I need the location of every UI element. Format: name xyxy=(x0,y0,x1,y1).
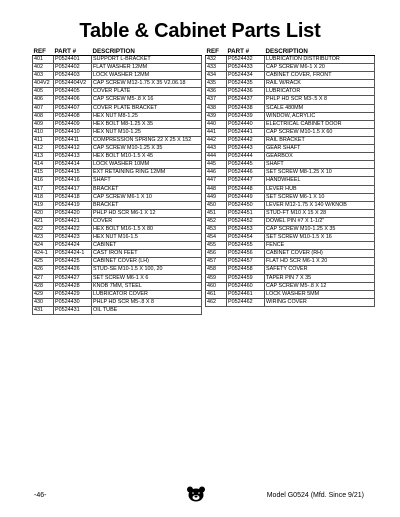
table-row xyxy=(206,88,375,96)
ref-cell: 452 xyxy=(206,217,227,225)
description-cell: SCALE 480MM xyxy=(265,104,375,112)
ref-cell: 447 xyxy=(206,177,227,185)
ref-cell: 448 xyxy=(206,185,227,193)
table-row xyxy=(33,274,202,282)
ref-cell: 417 xyxy=(33,185,54,193)
ref-cell: 454 xyxy=(206,234,227,242)
table-row xyxy=(206,217,375,225)
part-number-cell: P0524448 xyxy=(227,185,265,193)
part-number-cell: P0524421 xyxy=(54,217,92,225)
part-number-cell: P0524404V2 xyxy=(54,80,92,88)
part-number-cell: P0524425 xyxy=(54,258,92,266)
table-row xyxy=(33,234,202,242)
table-row xyxy=(206,225,375,233)
description-cell: DOWEL PIN #7 X 1-1/2" xyxy=(265,217,375,225)
description-cell: HEX BOLT M10-1.5 X 45 xyxy=(92,153,202,161)
description-cell: SHAFT xyxy=(92,177,202,185)
table-row xyxy=(206,177,375,185)
ref-cell: 438 xyxy=(206,104,227,112)
description-cell: LEVER HUB xyxy=(265,185,375,193)
table-row xyxy=(33,209,202,217)
description-cell: CABINET COVER (RH) xyxy=(265,250,375,258)
ref-cell: 419 xyxy=(33,201,54,209)
table-row xyxy=(33,72,202,80)
table-row xyxy=(33,169,202,177)
description-cell: WIRING COVER xyxy=(265,298,375,306)
part-number-cell: P0524458 xyxy=(227,266,265,274)
part-number-cell: P0524440 xyxy=(227,120,265,128)
ref-cell: 420 xyxy=(33,209,54,217)
table-row xyxy=(33,56,202,64)
part-number-cell: P0524451 xyxy=(227,209,265,217)
ref-cell: 413 xyxy=(33,153,54,161)
table-row xyxy=(206,258,375,266)
part-number-cell: P0524407 xyxy=(54,104,92,112)
part-number-cell: P0524429 xyxy=(54,290,92,298)
ref-cell: 458 xyxy=(206,266,227,274)
description-cell: CABINET xyxy=(92,242,202,250)
description-cell: COVER PLATE xyxy=(92,88,202,96)
model-info: Model G0524 (Mfd. Since 9/21) xyxy=(266,492,364,499)
part-number-cell: P0524460 xyxy=(227,282,265,290)
ref-cell: 408 xyxy=(33,112,54,120)
description-cell: SAFETY COVER xyxy=(265,266,375,274)
table-row xyxy=(33,282,202,290)
table-row xyxy=(33,153,202,161)
bear-head-logo-icon xyxy=(186,486,206,502)
table-row xyxy=(206,290,375,298)
description-header: DESCRIPTION xyxy=(92,45,202,56)
ref-cell: 411 xyxy=(33,136,54,144)
table-row xyxy=(33,161,202,169)
part-number-cell: P0524411 xyxy=(54,136,92,144)
ref-cell: 439 xyxy=(206,112,227,120)
ref-cell: 436 xyxy=(206,88,227,96)
ref-cell: 410 xyxy=(33,128,54,136)
ref-cell: 455 xyxy=(206,242,227,250)
part-number-cell: P0524442 xyxy=(227,136,265,144)
description-cell: OIL TUBE xyxy=(92,306,202,314)
table-row xyxy=(206,242,375,250)
table-row xyxy=(33,104,202,112)
description-cell: CAP SCREW M5-.8 X 12 xyxy=(265,282,375,290)
ref-cell: 428 xyxy=(33,282,54,290)
description-cell: BRACKET xyxy=(92,201,202,209)
table-row xyxy=(33,128,202,136)
description-cell: BRACKET xyxy=(92,185,202,193)
table-row xyxy=(206,112,375,120)
description-cell: FLAT WASHER 12MM xyxy=(92,64,202,72)
description-cell: SET SCREW M6-1 X 6 xyxy=(92,274,202,282)
part-header: PART # xyxy=(54,45,92,56)
part-number-cell: P0524417 xyxy=(54,185,92,193)
ref-cell: 403 xyxy=(33,72,54,80)
description-cell: HEX BOLT M16-1.5 X 80 xyxy=(92,225,202,233)
description-cell: CAP SCREW M5-.8 X 16 xyxy=(92,96,202,104)
description-cell: SHAFT xyxy=(265,161,375,169)
ref-cell: 429 xyxy=(33,290,54,298)
part-number-cell: P0524416 xyxy=(54,177,92,185)
table-row xyxy=(33,217,202,225)
part-number-cell: P0524424 xyxy=(54,242,92,250)
table-row xyxy=(33,193,202,201)
description-cell: TAPER PIN 7 X 35 xyxy=(265,274,375,282)
table-row xyxy=(206,136,375,144)
part-number-cell: P0524424-1 xyxy=(54,250,92,258)
table-row xyxy=(206,80,375,88)
table-row xyxy=(33,290,202,298)
description-cell: EXT RETAINING RING 12MM xyxy=(92,169,202,177)
ref-cell: 402 xyxy=(33,64,54,72)
table-row xyxy=(206,145,375,153)
description-cell: LUBRICATOR xyxy=(265,88,375,96)
ref-cell: 418 xyxy=(33,193,54,201)
description-cell: RAIL BRACKET xyxy=(265,136,375,144)
table-row xyxy=(33,80,202,88)
part-number-cell: P0524413 xyxy=(54,153,92,161)
description-cell: PHLP HD SCR M5-.8 X 8 xyxy=(92,298,202,306)
part-number-cell: P0524456 xyxy=(227,250,265,258)
part-number-cell: P0524437 xyxy=(227,96,265,104)
part-number-cell: P0524450 xyxy=(227,201,265,209)
description-cell: CAP SCREW M10-1.25 X 35 xyxy=(265,225,375,233)
part-number-cell: P0524431 xyxy=(54,306,92,314)
description-cell: SET SCREW M10-1.5 X 16 xyxy=(265,234,375,242)
ref-cell: 456 xyxy=(206,250,227,258)
part-header: PART # xyxy=(227,45,265,56)
part-number-cell: P0524453 xyxy=(227,225,265,233)
description-cell: COMPRESSION SPRING 22 X 25 X 152 xyxy=(92,136,202,144)
part-number-cell: P0524414 xyxy=(54,161,92,169)
description-cell: GEAR SHAFT xyxy=(265,145,375,153)
description-header: DESCRIPTION xyxy=(265,45,375,56)
part-number-cell: P0524423 xyxy=(54,234,92,242)
ref-cell: 401 xyxy=(33,56,54,64)
table-row xyxy=(33,64,202,72)
table-row xyxy=(206,209,375,217)
description-cell: HEX NUT M10-1.25 xyxy=(92,128,202,136)
description-cell: COVER PLATE BRACKET xyxy=(92,104,202,112)
description-cell: CAP SCREW M6-1 X 20 xyxy=(265,64,375,72)
ref-cell: 449 xyxy=(206,193,227,201)
part-number-cell: P0524434 xyxy=(227,72,265,80)
table-row xyxy=(206,185,375,193)
ref-cell: 416 xyxy=(33,177,54,185)
ref-cell: 432 xyxy=(206,56,227,64)
ref-cell: 440 xyxy=(206,120,227,128)
description-cell: CABINET COVER (LH) xyxy=(92,258,202,266)
part-number-cell: P0524432 xyxy=(227,56,265,64)
part-number-cell: P0524402 xyxy=(54,64,92,72)
part-number-cell: P0524461 xyxy=(227,290,265,298)
ref-cell: 446 xyxy=(206,169,227,177)
description-cell: CAP SCREW M12-1.75 X 35 V2.06.18 xyxy=(92,80,202,88)
ref-cell: 460 xyxy=(206,282,227,290)
ref-cell: 422 xyxy=(33,225,54,233)
ref-cell: 445 xyxy=(206,161,227,169)
ref-cell: 441 xyxy=(206,128,227,136)
description-cell: STUD-SE M10-1.5 X 100, 20 xyxy=(92,266,202,274)
table-row xyxy=(206,234,375,242)
table-row xyxy=(206,128,375,136)
description-cell: PHLP HD SCR M3-.5 X 8 xyxy=(265,96,375,104)
table-row xyxy=(206,153,375,161)
part-number-cell: P0524439 xyxy=(227,112,265,120)
part-number-cell: P0524459 xyxy=(227,274,265,282)
table-row xyxy=(33,145,202,153)
table-row xyxy=(206,169,375,177)
part-number-cell: P0524449 xyxy=(227,193,265,201)
ref-cell: 415 xyxy=(33,169,54,177)
description-cell: LUBRICATION DISTRIBUTOR xyxy=(265,56,375,64)
part-number-cell: P0524430 xyxy=(54,298,92,306)
ref-cell: 434 xyxy=(206,72,227,80)
ref-cell: 443 xyxy=(206,145,227,153)
table-row xyxy=(206,64,375,72)
ref-cell: 426 xyxy=(33,266,54,274)
table-header xyxy=(206,45,375,56)
ref-header: REF xyxy=(33,45,54,56)
part-number-cell: P0524403 xyxy=(54,72,92,80)
table-row xyxy=(33,266,202,274)
description-cell: KNOB 7MM, STEEL xyxy=(92,282,202,290)
description-cell: LOCK WASHER 10MM xyxy=(92,161,202,169)
ref-cell: 435 xyxy=(206,80,227,88)
ref-cell: 431 xyxy=(33,306,54,314)
table-row xyxy=(206,72,375,80)
ref-cell: 421 xyxy=(33,217,54,225)
description-cell: LEVER M12-1.75 X 140 W/KNOB xyxy=(265,201,375,209)
part-number-cell: P0524418 xyxy=(54,193,92,201)
part-number-cell: P0524401 xyxy=(54,56,92,64)
part-number-cell: P0524410 xyxy=(54,128,92,136)
ref-cell: 406 xyxy=(33,96,54,104)
part-number-cell: P0524443 xyxy=(227,145,265,153)
description-cell: FENCE xyxy=(265,242,375,250)
table-row xyxy=(33,96,202,104)
part-number-cell: P0524405 xyxy=(54,88,92,96)
table-row xyxy=(33,250,202,258)
table-row xyxy=(206,266,375,274)
description-cell: LOCK WASHER 5MM xyxy=(265,290,375,298)
part-number-cell: P0524426 xyxy=(54,266,92,274)
description-cell: CABINET COVER, FRONT xyxy=(265,72,375,80)
page-title: Table & Cabinet Parts List xyxy=(79,20,321,42)
description-cell: PHLP HD SCR M6-1 X 12 xyxy=(92,209,202,217)
table-row xyxy=(206,120,375,128)
description-cell: GEARBOX xyxy=(265,153,375,161)
part-number-cell: P0524441 xyxy=(227,128,265,136)
description-cell: SET SCREW M6-1 X 10 xyxy=(265,193,375,201)
part-number-cell: P0524409 xyxy=(54,120,92,128)
table-row xyxy=(33,242,202,250)
part-number-cell: P0524408 xyxy=(54,112,92,120)
ref-cell: 423 xyxy=(33,234,54,242)
part-number-cell: P0524420 xyxy=(54,209,92,217)
part-number-cell: P0524454 xyxy=(227,234,265,242)
description-cell: HEX BOLT M8-1.25 X 35 xyxy=(92,120,202,128)
ref-cell: 404V2 xyxy=(33,80,54,88)
part-number-cell: P0524444 xyxy=(227,153,265,161)
part-number-cell: P0524436 xyxy=(227,88,265,96)
ref-cell: 425 xyxy=(33,258,54,266)
description-cell: RAIL W/RACK xyxy=(265,80,375,88)
part-number-cell: P0524438 xyxy=(227,104,265,112)
table-row xyxy=(206,104,375,112)
table-row xyxy=(206,96,375,104)
table-row xyxy=(33,298,202,306)
part-number-cell: P0524445 xyxy=(227,161,265,169)
ref-cell: 444 xyxy=(206,153,227,161)
table-row xyxy=(33,258,202,266)
table-header xyxy=(33,45,202,56)
part-number-cell: P0524455 xyxy=(227,242,265,250)
ref-cell: 412 xyxy=(33,145,54,153)
table-row xyxy=(206,56,375,64)
table-row xyxy=(206,274,375,282)
description-cell: CAP SCREW M6-1 X 10 xyxy=(92,193,202,201)
table-row xyxy=(33,185,202,193)
part-number-cell: P0524435 xyxy=(227,80,265,88)
parts-table-right xyxy=(205,45,375,307)
table-row xyxy=(33,120,202,128)
part-number-cell: P0524412 xyxy=(54,145,92,153)
table-row xyxy=(33,225,202,233)
table-row xyxy=(206,298,375,306)
description-cell: STUD-FT M10 X 15 X 28 xyxy=(265,209,375,217)
part-number-cell: P0524452 xyxy=(227,217,265,225)
ref-cell: 405 xyxy=(33,88,54,96)
part-number-cell: P0524406 xyxy=(54,96,92,104)
ref-cell: 427 xyxy=(33,274,54,282)
description-cell: WINDOW, ACRYLIC xyxy=(265,112,375,120)
description-cell: CAP SCREW M10-1.5 X 60 xyxy=(265,128,375,136)
description-cell: HANDWHEEL xyxy=(265,177,375,185)
description-cell: CAST IRON FEET xyxy=(92,250,202,258)
description-cell: SUPPORT L-BRACKET xyxy=(92,56,202,64)
description-cell: SET SCREW M8-1.25 X 10 xyxy=(265,169,375,177)
description-cell: HEX NUT M16-1.5 xyxy=(92,234,202,242)
part-number-cell: P0524427 xyxy=(54,274,92,282)
ref-cell: 414 xyxy=(33,161,54,169)
description-cell: LOCK WASHER 12MM xyxy=(92,72,202,80)
ref-cell: 407 xyxy=(33,104,54,112)
part-number-cell: P0524447 xyxy=(227,177,265,185)
table-row xyxy=(33,306,202,314)
table-row xyxy=(33,177,202,185)
ref-cell: 430 xyxy=(33,298,54,306)
table-row xyxy=(33,112,202,120)
ref-cell: 437 xyxy=(206,96,227,104)
ref-cell: 462 xyxy=(206,298,227,306)
part-number-cell: P0524415 xyxy=(54,169,92,177)
ref-cell: 459 xyxy=(206,274,227,282)
description-cell: ELECTRICAL CABINET DOOR xyxy=(265,120,375,128)
part-number-cell: P0524428 xyxy=(54,282,92,290)
table-row xyxy=(206,193,375,201)
ref-cell: 457 xyxy=(206,258,227,266)
ref-cell: 409 xyxy=(33,120,54,128)
ref-header: REF xyxy=(206,45,227,56)
table-row xyxy=(33,201,202,209)
ref-cell: 424 xyxy=(33,242,54,250)
ref-cell: 461 xyxy=(206,290,227,298)
description-cell: FLAT HD SCR M6-1 X 20 xyxy=(265,258,375,266)
table-row xyxy=(206,161,375,169)
description-cell: CAP SCREW M10-1.25 X 35 xyxy=(92,145,202,153)
part-number-cell: P0524457 xyxy=(227,258,265,266)
description-cell: LUBRICATOR COVER xyxy=(92,290,202,298)
ref-cell: 450 xyxy=(206,201,227,209)
table-row xyxy=(33,88,202,96)
part-number-cell: P0524422 xyxy=(54,225,92,233)
page-number: -46- xyxy=(34,492,47,499)
table-row xyxy=(206,282,375,290)
parts-table-left xyxy=(32,45,202,315)
part-number-cell: P0524446 xyxy=(227,169,265,177)
part-number-cell: P0524433 xyxy=(227,64,265,72)
table-row xyxy=(206,201,375,209)
part-number-cell: P0524462 xyxy=(227,298,265,306)
ref-cell: 424-1 xyxy=(33,250,54,258)
description-cell: COVER xyxy=(92,217,202,225)
table-row xyxy=(33,136,202,144)
part-number-cell: P0524419 xyxy=(54,201,92,209)
ref-cell: 433 xyxy=(206,64,227,72)
description-cell: HEX NUT M8-1.25 xyxy=(92,112,202,120)
table-row xyxy=(206,250,375,258)
ref-cell: 442 xyxy=(206,136,227,144)
ref-cell: 451 xyxy=(206,209,227,217)
ref-cell: 453 xyxy=(206,225,227,233)
